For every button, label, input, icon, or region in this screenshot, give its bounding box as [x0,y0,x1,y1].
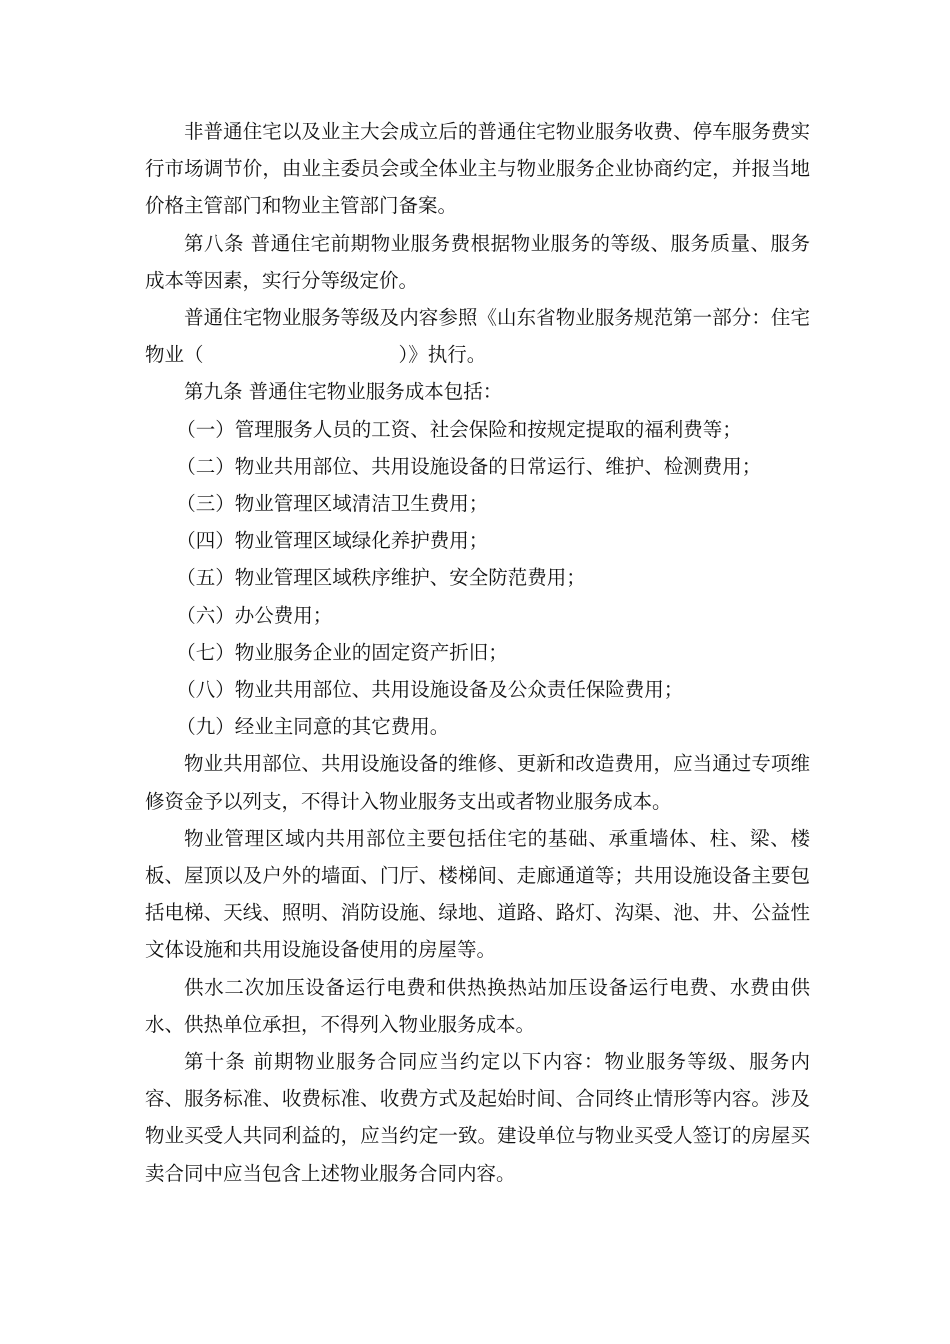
paragraph-utility-costs: 供水二次加压设备运行电费和供热换热站加压设备运行电费、水费由供水、供热单位承担，不得列入物业服务成本。 [145,975,810,1036]
list-item-cost-1: （一）管理服务人员的工资、社会保险和按规定提取的福利费等； [176,417,742,441]
list-item-cost-6: （六）办公费用； [176,603,333,627]
paragraph-maintenance-fund: 物业共用部位、共用设施设备的维修、更新和改造费用，应当通过专项维修资金予以列支，不得计入物业服务支出或者物业服务成本。 [145,752,810,813]
list-item-cost-7: （七）物业服务企业的固定资产折旧； [176,640,508,664]
paragraph-article-8: 第八条 普通住宅前期物业服务费根据物业服务的等级、服务质量、服务成本等因素，实行分等级定价。 [145,231,810,292]
list-item-cost-2: （二）物业共用部位、共用设施设备的日常运行、维护、检测费用； [176,454,762,478]
list-item-cost-5: （五）物业管理区域秩序维护、安全防范费用； [176,566,586,590]
paragraph-pricing-market: 非普通住宅以及业主大会成立后的普通住宅物业服务收费、停车服务费实行市场调节价，由业主委员会或全体业主与物业服务企业协商约定，并报当地价格主管部门和物业主管部门备案。 [145,120,810,218]
paragraph-shared-parts: 物业管理区域内共用部位主要包括住宅的基础、承重墙体、柱、梁、楼板、屋顶以及户外的墙面、门厅、楼梯间、走廊通道等；共用设施设备主要包括电梯、天线、照明、消防设施、绿地、道路、路灯、沟渠、池、井、公益性文体设施和共用设施设备使用的房屋等。 [145,826,810,962]
paragraph-article-10: 第十条 前期物业服务合同应当约定以下内容：物业服务等级、服务内容、服务标准、收费标准、收费方式及起始时间、合同终止情形等内容。涉及物业买受人共同利益的，应当约定一致。建设单位与物业买受人签订的房屋买卖合同中应当包含上述物业服务合同内容。 [145,1050,810,1185]
list-item-cost-8: （八）物业共用部位、共用设施设备及公众责任保险费用； [176,678,684,702]
list-item-cost-9: （九）经业主同意的其它费用。 [176,715,450,739]
paragraph-service-grade-reference: 普通住宅物业服务等级及内容参照《山东省物业服务规范第一部分：住宅物业（ ）》执行。 [145,306,810,367]
paragraph-article-9: 第九条 普通住宅物业服务成本包括： [184,380,503,404]
list-item-cost-4: （四）物业管理区域绿化养护费用； [176,529,489,553]
document-body [145,113,810,1192]
list-item-cost-3: （三）物业管理区域清洁卫生费用； [176,492,489,516]
